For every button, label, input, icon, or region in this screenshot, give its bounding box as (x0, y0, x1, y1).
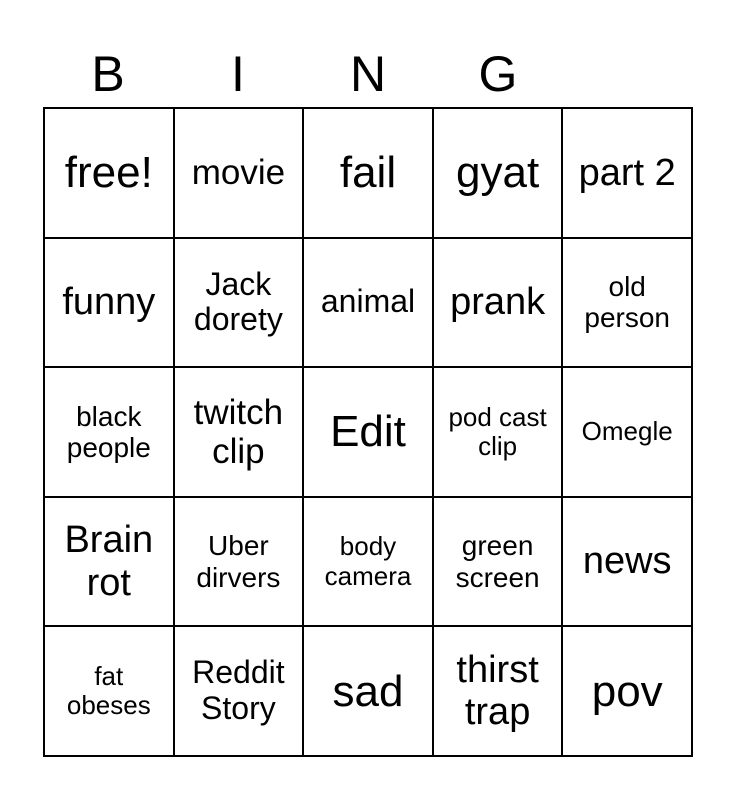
bingo-cell[interactable]: movie (174, 108, 304, 238)
bingo-cell[interactable]: body camera (303, 497, 433, 627)
bingo-cell[interactable]: Uber dirvers (174, 497, 304, 627)
header-letter-g: G (478, 46, 518, 102)
bingo-cell[interactable]: Jack dorety (174, 238, 304, 368)
bingo-cell[interactable]: news (562, 497, 692, 627)
bingo-cell[interactable]: green screen (433, 497, 563, 627)
bingo-cell[interactable]: old person (562, 238, 692, 368)
bingo-cell[interactable]: thirst trap (433, 626, 563, 756)
bingo-cell[interactable]: prank (433, 238, 563, 368)
bingo-cell[interactable]: part 2 (562, 108, 692, 238)
header-letter-i: I (231, 46, 245, 102)
bingo-cell[interactable]: Reddit Story (174, 626, 304, 756)
bingo-cell[interactable]: free! (44, 108, 174, 238)
bingo-cell[interactable]: sad (303, 626, 433, 756)
header-letter-b: B (91, 46, 125, 102)
bingo-cell[interactable]: twitch clip (174, 367, 304, 497)
bingo-board (43, 107, 693, 757)
bingo-cell[interactable]: black people (44, 367, 174, 497)
bingo-cell[interactable]: pod cast clip (433, 367, 563, 497)
bingo-cell[interactable]: funny (44, 238, 174, 368)
header-letter-o (563, 40, 693, 108)
bingo-header (43, 40, 693, 108)
bingo-cell[interactable]: fat obeses (44, 626, 174, 756)
bingo-cell[interactable]: gyat (433, 108, 563, 238)
bingo-cell[interactable]: Brain rot (44, 497, 174, 627)
bingo-cell[interactable]: Edit (303, 367, 433, 497)
bingo-cell[interactable]: fail (303, 108, 433, 238)
bingo-cell[interactable]: animal (303, 238, 433, 368)
bingo-cell[interactable]: pov (562, 626, 692, 756)
header-letter-n: N (349, 46, 387, 102)
bingo-cell[interactable]: Omegle (562, 367, 692, 497)
